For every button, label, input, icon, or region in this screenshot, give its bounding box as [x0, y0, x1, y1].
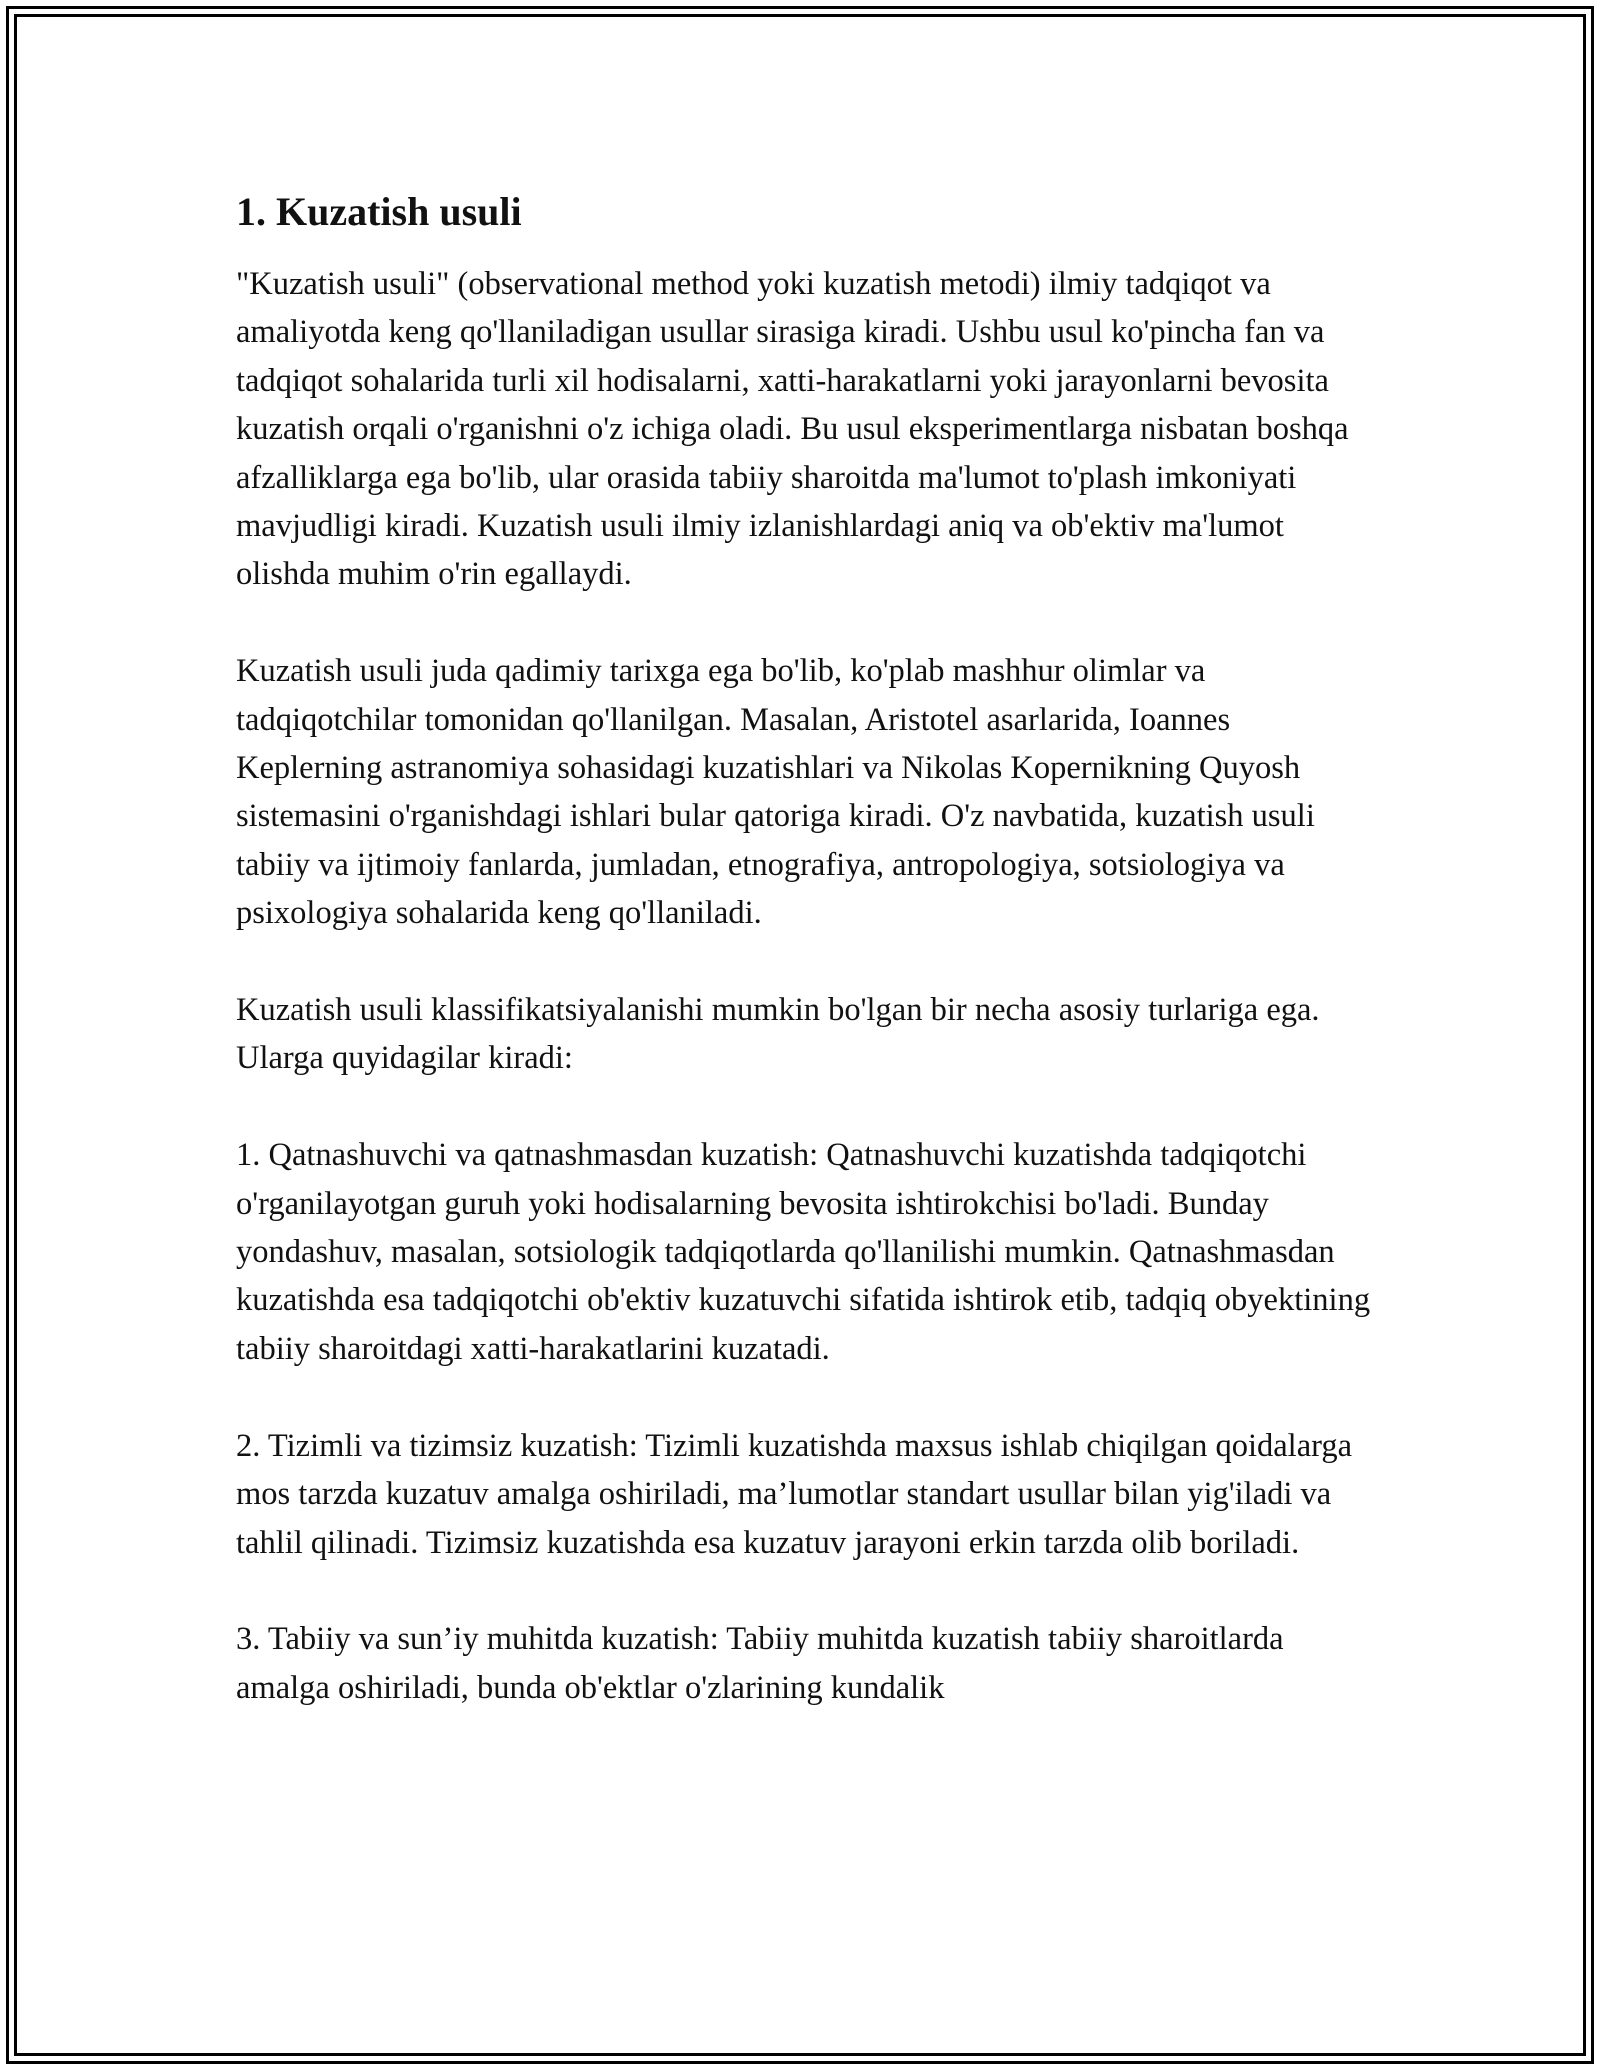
document-body	[236, 186, 1376, 1761]
paragraph-history: Kuzatish usuli juda qadimiy tarixga ega bo'lib, ko'plab mashhur olimlar va tadqiqotchilar tomonidan qo'llanilgan. Masalan, Aristotel asarlarida, Ioannes Keplerning astranomiya sohasidagi kuzatishlari va Nikolas Kopernikning Quyosh sistemasini o'rganishdagi ishlari bular qatoriga kiradi. O'z navbatida, kuzatish usuli tabiiy va ijtimoiy fanlarda, jumladan, etnografiya, antropologiya, sotsiologiya va psixologiya sohalarida keng qo'llaniladi.	[236, 653, 1315, 932]
paragraph-types-intro: Kuzatish usuli klassifikatsiyalanishi mumkin bo'lgan bir necha asosiy turlariga ega. Ularga quyidagilar kiradi:	[236, 992, 1320, 1077]
paragraph-intro: "Kuzatish usuli" (observational method yoki kuzatish metodi) ilmiy tadqiqot va amaliyotda keng qo'llaniladigan usullar sirasiga kiradi. Ushbu usul ko'pincha fan va tadqiqot sohalarida turli xil hodisalarni, xatti-harakatlarni yoki jarayonlarni bevosita kuzatish orqali o'rganishni o'z ichiga oladi. Bu usul eksperimentlarga nisbatan boshqa afzalliklarga ega bo'lib, ular orasida tabiiy sharoitda ma'lumot to'plash imkoniyati mavjudligi kiradi. Kuzatish usuli ilmiy izlanishlardagi aniq va ob'ektiv ma'lumot olishda muhim o'rin egallaydi.	[236, 266, 1349, 593]
paragraph-type-3: 3. Tabiiy va sun’iy muhitda kuzatish: Tabiiy muhitda kuzatish tabiiy sharoitlarda amalga oshiriladi, bunda ob'ektlar o'zlarining kundalik	[236, 1621, 1284, 1706]
section-heading: 1. Kuzatish usuli	[236, 189, 522, 234]
paragraph-type-2: 2. Tizimli va tizimsiz kuzatish: Tizimli kuzatishda maxsus ishlab chiqilgan qoidalarga mos tarzda kuzatuv amalga oshiriladi, ma’lumotlar standart usullar bilan yig'iladi va tahlil qilinadi. Tizimsiz kuzatishda esa kuzatuv jarayoni erkin tarzda olib boriladi.	[236, 1427, 1353, 1561]
paragraph-type-1: 1. Qatnashuvchi va qatnashmasdan kuzatish: Qatnashuvchi kuzatishda tadqiqotchi o'rganilayotgan guruh yoki hodisalarning bevosita ishtirokchisi bo'ladi. Bunday yondashuv, masalan, sotsiologik tadqiqotlarda qo'llanilishi mumkin. Qatnashmasdan kuzatishda esa tadqiqotchi ob'ektiv kuzatuvchi sifatida ishtirok etib, tadqiq obyektining tabiiy sharoitdagi xatti-harakatlarini kuzatadi.	[236, 1137, 1371, 1367]
